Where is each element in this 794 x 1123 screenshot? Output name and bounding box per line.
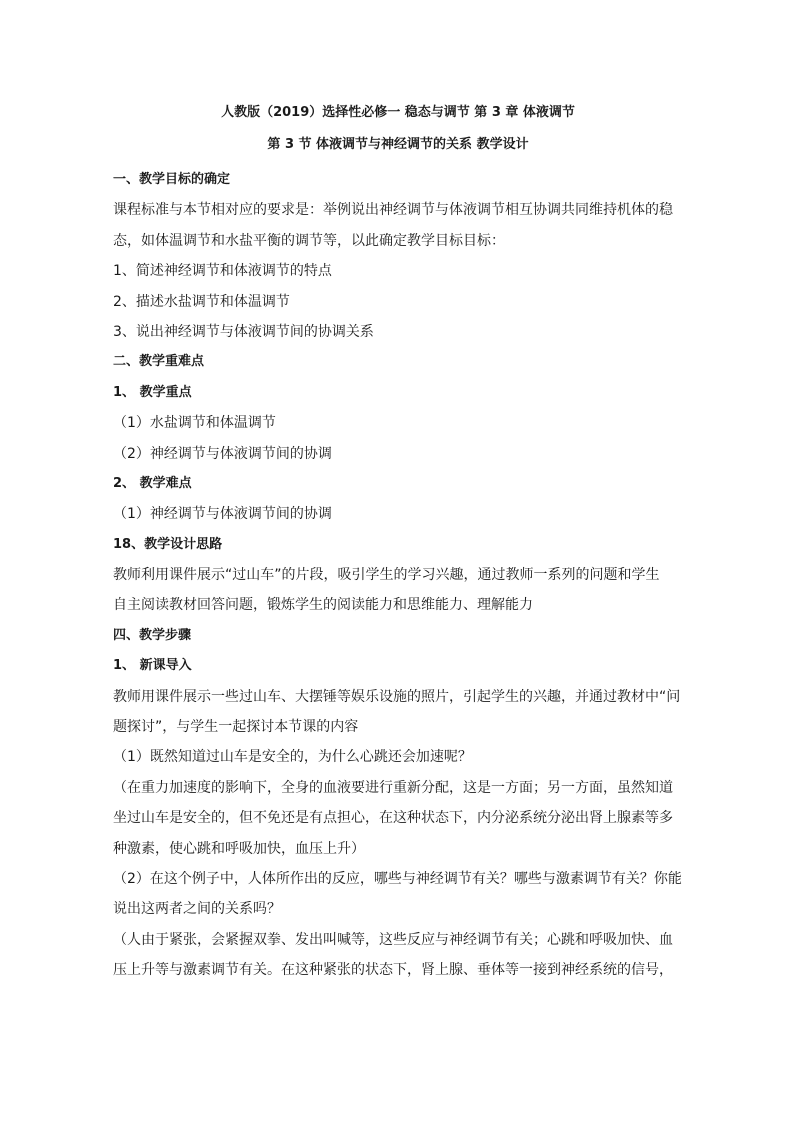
section-heading: 18、教学设计思路 — [113, 536, 223, 552]
section-heading: 二、教学重难点 — [113, 354, 205, 370]
text-line: 说出这两者之间的关系吗？ — [113, 901, 281, 918]
text-line: 题探讨”，与学生一起探讨本节课的内容 — [113, 719, 359, 736]
section-heading: 四、教学步骤 — [113, 627, 192, 643]
text-line: 自主阅读教材回答问题，锻炼学生的阅读能力和思维能力、理解能力 — [113, 597, 533, 614]
text-line: 压上升等与激素调节有关。在这种紧张的状态下，肾上腺、垂体等一接到神经系统的信号， — [113, 962, 673, 979]
text-line: 态，如体温调节和水盐平衡的调节等，以此确定教学目标目标： — [113, 232, 505, 249]
text-line: （1）水盐调节和体温调节 — [113, 415, 276, 432]
text-line: 坐过山车是安全的，但不免还是有点担心，在这种状态下，内分泌系统分泌出肾上腺素等多 — [113, 810, 673, 827]
text-line: 教师用课件展示一些过山车、大摆锤等娱乐设施的照片，引起学生的兴趣，并通过教材中“问 — [113, 688, 681, 705]
section-heading: 1、 新课导入 — [113, 658, 192, 674]
text-line: （1）既然知道过山车是安全的，为什么心跳还会加速呢？ — [113, 749, 472, 766]
text-line: （人由于紧张，会紧握双拳、发出叫喊等，这些反应与神经调节有关；心跳和呼吸加快、血 — [113, 931, 673, 948]
document-title: 人教版（2019）选择性必修一 稳态与调节 第 3 章 体液调节 — [221, 105, 575, 120]
document-body — [113, 104, 683, 986]
section-heading: 一、教学目标的确定 — [113, 172, 231, 187]
text-line: （在重力加速度的影响下，全身的血液要进行重新分配，这是一方面；另一方面，虽然知道 — [113, 779, 673, 796]
text-line: 1、简述神经调节和体液调节的特点 — [113, 263, 332, 280]
text-line: 2、描述水盐调节和体温调节 — [113, 293, 290, 310]
text-line: 课程标准与本节相对应的要求是：举例说出神经调节与体液调节相互协调共同维持机体的稳 — [113, 202, 673, 219]
text-line: 种激素，使心跳和呼吸加快，血压上升） — [113, 840, 365, 857]
section-heading: 2、 教学难点 — [113, 475, 192, 491]
section-heading: 1、 教学重点 — [113, 384, 192, 400]
text-line: 教师利用课件展示“过山车”的片段，吸引学生的学习兴趣，通过教师一系列的问题和学生 — [113, 567, 660, 584]
text-line: （1）神经调节与体液调节间的协调 — [113, 506, 332, 523]
document-subtitle: 第 3 节 体液调节与神经调节的关系 教学设计 — [267, 137, 529, 152]
document-lines — [113, 165, 683, 986]
text-line: 3、说出神经调节与体液调节间的协调关系 — [113, 323, 374, 340]
text-line: （2）神经调节与体液调节间的协调 — [113, 445, 332, 462]
text-line: （2）在这个例子中，人体所作出的反应，哪些与神经调节有关？哪些与激素调节有关？你能 — [113, 870, 682, 887]
